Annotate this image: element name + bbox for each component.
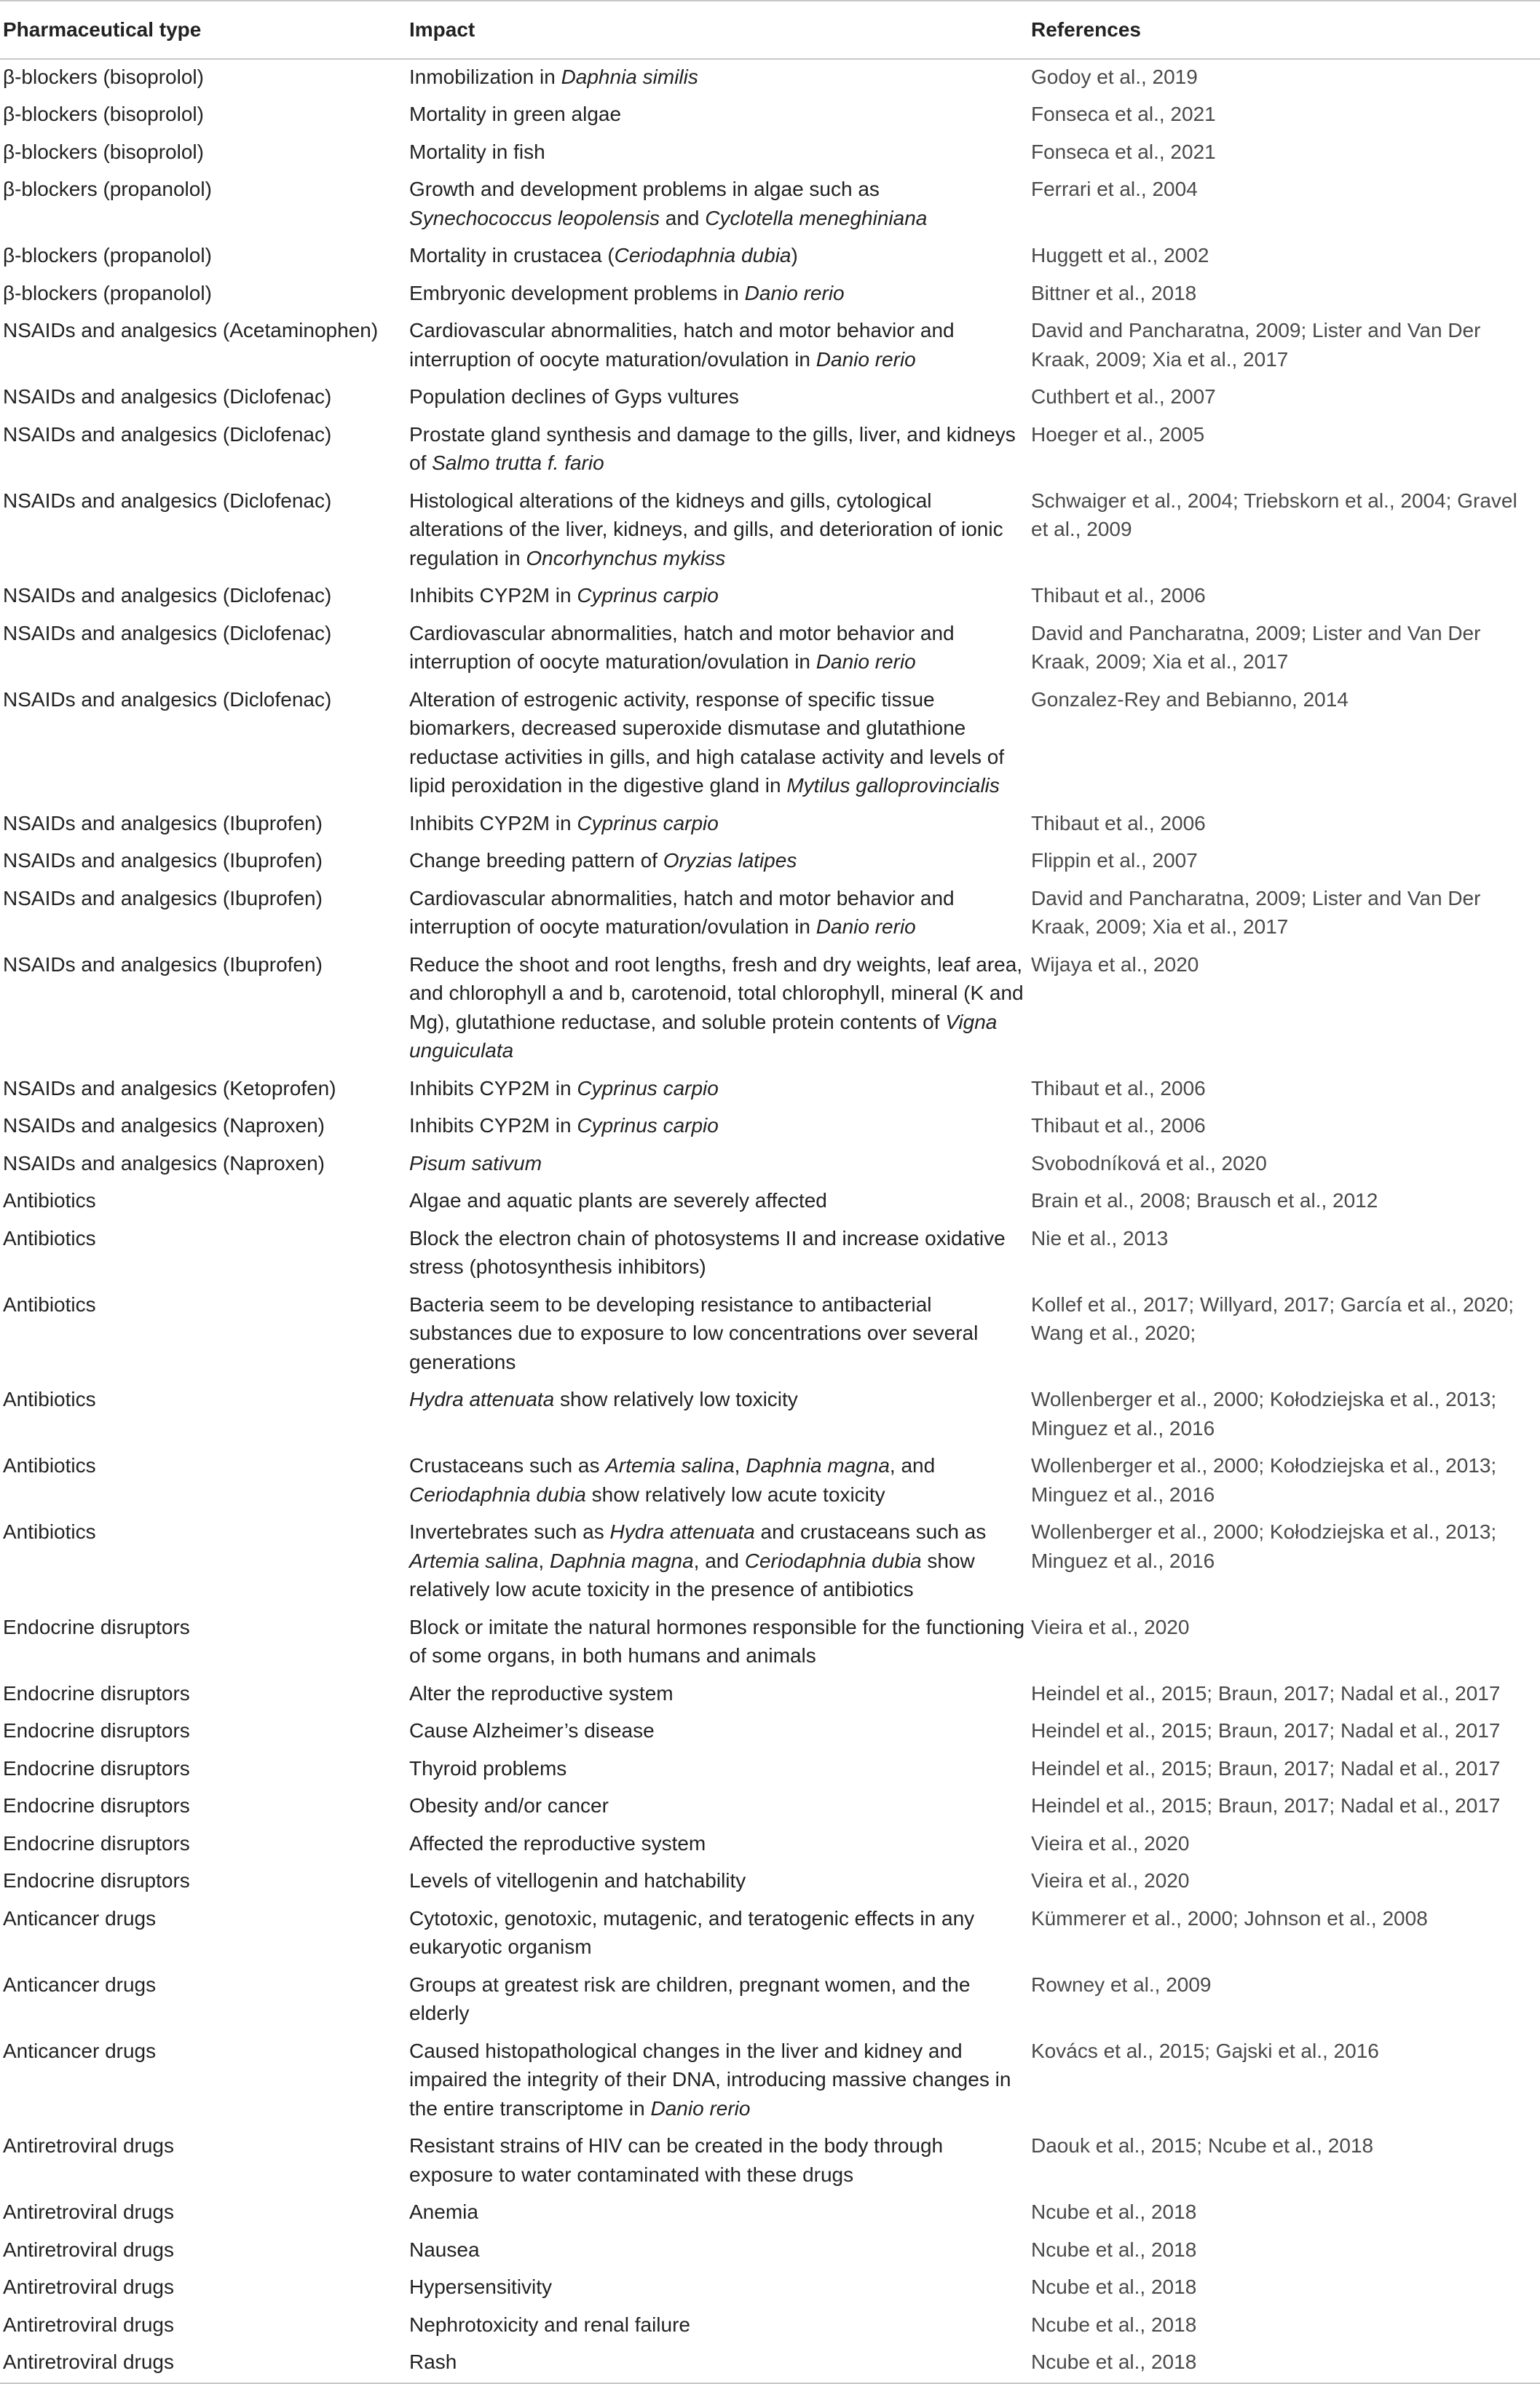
impact-text: Caused histopathological changes in the liver and kidney and impaired the integrity of their DNA, introducing massive changes in the entire transcriptome in (409, 2039, 1011, 2120)
cell-references: Heindel et al., 2015; Braun, 2017; Nadal et al., 2017 (1031, 1719, 1501, 1742)
table-row (0, 2195, 1540, 2233)
table-row (0, 313, 1540, 379)
table-row (0, 947, 1540, 1071)
cell-impact (406, 1146, 1028, 1184)
table-row (0, 1713, 1540, 1751)
cell-references: Heindel et al., 2015; Braun, 2017; Nadal et al., 2017 (1031, 1681, 1501, 1705)
impact-text: Nephrotoxicity and renal failure (409, 2313, 690, 2336)
species-name: Danio rerio (816, 347, 916, 371)
cell-pharmaceutical-type: Endocrine disruptors (3, 1794, 190, 1817)
cell-impact (406, 1183, 1028, 1221)
impact-text: Inhibits CYP2M in (409, 1076, 577, 1100)
table-row (0, 1382, 1540, 1448)
cell-pharmaceutical-type: NSAIDs and analgesics (Diclofenac) (3, 422, 332, 446)
cell-impact (406, 1901, 1028, 1967)
cell-pharmaceutical-type: Endocrine disruptors (3, 1869, 190, 1892)
cell-impact (406, 1676, 1028, 1714)
impact-text: Growth and development problems in algae such as (409, 178, 880, 200)
cell-pharmaceutical-type: Antiretroviral drugs (3, 2201, 174, 2223)
cell-pharmaceutical-type: β-blockers (propanolol) (3, 281, 212, 304)
species-name: Vigna unguiculata (409, 1010, 998, 1062)
cell-impact (406, 483, 1028, 579)
header-row (0, 1, 1540, 59)
species-name: Cyprinus carpio (577, 1076, 719, 1100)
impact-text: Mortality in fish (409, 140, 545, 163)
cell-references: Ncube et al., 2018 (1031, 2238, 1197, 2261)
cell-references: Svobodníková et al., 2020 (1031, 1151, 1267, 1175)
species-name: Danio rerio (816, 915, 916, 938)
cell-impact (406, 843, 1028, 881)
cell-impact (406, 238, 1028, 276)
impact-text: show relatively low acute toxicity in the presence of antibiotics (409, 1549, 975, 1600)
impact-text: Obesity and/or cancer (409, 1794, 609, 1817)
table-row (0, 2270, 1540, 2308)
table-row (0, 2345, 1540, 2383)
impact-text: Cardiovascular abnormalities, hatch and motor behavior and interruption of oocyte maturation/ovulation in (409, 621, 955, 673)
cell-references: Wollenberger et al., 2000; Kołodziejska et al., 2013; Minguez et al., 2016 (1031, 1454, 1497, 1506)
cell-pharmaceutical-type: Antibiotics (3, 1454, 96, 1477)
species-name: Daphnia similis (561, 65, 698, 88)
cell-references: Kümmerer et al., 2000; Johnson et al., 2008 (1031, 1906, 1428, 1930)
impact-text: , (538, 1549, 550, 1572)
cell-impact (406, 947, 1028, 1071)
impact-text: , and (693, 1549, 745, 1572)
cell-references: Thibaut et al., 2006 (1031, 811, 1206, 834)
cell-pharmaceutical-type: Anticancer drugs (3, 1973, 157, 1996)
cell-references: Godoy et al., 2019 (1031, 65, 1198, 88)
impact-text: show relatively low acute toxicity (585, 1483, 885, 1506)
impact-text: Population declines of Gyps vultures (409, 385, 739, 408)
cell-references: Wollenberger et al., 2000; Kołodziejska et al., 2013; Minguez et al., 2016 (1031, 1388, 1497, 1440)
cell-impact (406, 2233, 1028, 2270)
cell-impact (406, 1382, 1028, 1448)
cell-impact (406, 1863, 1028, 1901)
cell-pharmaceutical-type: NSAIDs and analgesics (Diclofenac) (3, 621, 332, 644)
cell-pharmaceutical-type: β-blockers (bisoprolol) (3, 65, 204, 88)
cell-pharmaceutical-type: Endocrine disruptors (3, 1756, 190, 1780)
species-name: Pisum sativum (409, 1151, 542, 1175)
cell-impact (406, 2128, 1028, 2195)
impact-text: Inhibits CYP2M in (409, 811, 577, 834)
table-row (0, 1826, 1540, 1864)
cell-pharmaceutical-type: Antibiotics (3, 1189, 96, 1212)
species-name: Cyprinus carpio (577, 811, 719, 834)
table-header (0, 1, 1540, 59)
impact-text: Change breeding pattern of (409, 849, 663, 872)
species-name: Cyprinus carpio (577, 1114, 719, 1137)
cell-pharmaceutical-type: Anticancer drugs (3, 1906, 157, 1930)
cell-impact (406, 682, 1028, 806)
cell-impact (406, 1071, 1028, 1109)
cell-references: Daouk et al., 2015; Ncube et al., 2018 (1031, 2134, 1374, 2157)
impact-text: Invertebrates such as (409, 1520, 610, 1543)
cell-pharmaceutical-type: β-blockers (propanolol) (3, 244, 212, 267)
cell-pharmaceutical-type: NSAIDs and analgesics (Diclofenac) (3, 584, 332, 607)
cell-impact (406, 616, 1028, 682)
table-row (0, 483, 1540, 579)
cell-references: Flippin et al., 2007 (1031, 849, 1198, 872)
impact-text: , and (889, 1454, 936, 1477)
species-name: Ceriodaphnia dubia (614, 244, 791, 267)
cell-references: Heindel et al., 2015; Braun, 2017; Nadal et al., 2017 (1031, 1794, 1501, 1817)
species-name: Salmo trutta f. fario (432, 451, 604, 474)
table-row (0, 2233, 1540, 2270)
cell-references: Wollenberger et al., 2000; Kołodziejska et al., 2013; Minguez et al., 2016 (1031, 1520, 1497, 1572)
table-row (0, 1863, 1540, 1901)
cell-references: Schwaiger et al., 2004; Triebskorn et al., 2004; Gravel et al., 2009 (1031, 489, 1517, 540)
cell-impact (406, 1751, 1028, 1789)
impact-text: Levels of vitellogenin and hatchability (409, 1869, 746, 1892)
table-row (0, 1676, 1540, 1714)
cell-references: Ncube et al., 2018 (1028, 2345, 1540, 2383)
cell-pharmaceutical-type: Antibiotics (3, 1520, 96, 1543)
cell-references: Bittner et al., 2018 (1031, 281, 1197, 304)
cell-references: Gonzalez-Rey and Bebianno, 2014 (1031, 687, 1349, 711)
cell-references: Nie et al., 2013 (1031, 1226, 1169, 1250)
cell-impact (406, 1713, 1028, 1751)
table-row (0, 2308, 1540, 2345)
table-row (0, 843, 1540, 881)
cell-references: Hoeger et al., 2005 (1031, 422, 1205, 446)
cell-impact (406, 881, 1028, 947)
table-row (0, 1515, 1540, 1610)
cell-references: Ferrari et al., 2004 (1031, 178, 1198, 200)
table-row (0, 172, 1540, 238)
header-references: References (1028, 1, 1540, 59)
species-name: Cyprinus carpio (577, 584, 719, 607)
impact-text: Inhibits CYP2M in (409, 584, 577, 607)
table-row (0, 1071, 1540, 1109)
cell-pharmaceutical-type: β-blockers (bisoprolol) (3, 140, 204, 163)
cell-references: Thibaut et al., 2006 (1031, 1114, 1206, 1137)
cell-pharmaceutical-type: NSAIDs and analgesics (Ibuprofen) (3, 811, 323, 834)
impact-text: Prostate gland synthesis and damage to the gills, liver, and kidneys of (409, 422, 1016, 474)
table-row (0, 1901, 1540, 1967)
cell-impact (406, 2195, 1028, 2233)
cell-references: Heindel et al., 2015; Braun, 2017; Nadal et al., 2017 (1031, 1756, 1501, 1780)
cell-pharmaceutical-type: NSAIDs and analgesics (Ibuprofen) (3, 849, 323, 872)
cell-references: Vieira et al., 2020 (1031, 1831, 1190, 1855)
impact-text: Anemia (409, 2201, 478, 2223)
impact-text: Mortality in crustacea ( (409, 244, 615, 267)
cell-impact (406, 1221, 1028, 1287)
species-name: Ceriodaphnia dubia (409, 1483, 586, 1506)
table-row (0, 1108, 1540, 1146)
impact-text: Nausea (409, 2238, 480, 2261)
cell-references: David and Pancharatna, 2009; Lister and Van Der Kraak, 2009; Xia et al., 2017 (1031, 621, 1481, 673)
cell-impact (406, 1826, 1028, 1864)
cell-pharmaceutical-type: NSAIDs and analgesics (Acetaminophen) (3, 319, 379, 342)
cell-references: Thibaut et al., 2006 (1031, 1076, 1206, 1100)
cell-references: Kollef et al., 2017; Willyard, 2017; García et al., 2020; Wang et al., 2020; (1031, 1292, 1515, 1344)
cell-references: Thibaut et al., 2006 (1031, 584, 1206, 607)
impact-text: Bacteria seem to be developing resistance to antibacterial substances due to exposure to low concentrations over several generations (409, 1292, 979, 1373)
impact-text: and crustaceans such as (754, 1520, 987, 1543)
impact-text: Resistant strains of HIV can be created in the body through exposure to water contaminated with these drugs (409, 2134, 944, 2186)
table-row (0, 578, 1540, 616)
table-row (0, 1967, 1540, 2034)
table-row (0, 806, 1540, 844)
impact-text: Histological alterations of the kidneys and gills, cytological alterations of the liver, kidneys, and gills, and deterioration of ionic regulation in (409, 489, 1003, 569)
species-name: Hydra attenuata (609, 1520, 755, 1543)
cell-impact (406, 578, 1028, 616)
impact-text: Inhibits CYP2M in (409, 1114, 577, 1137)
cell-impact (406, 1448, 1028, 1515)
species-name: Cyclotella meneghiniana (705, 206, 928, 229)
cell-pharmaceutical-type: Anticancer drugs (3, 2039, 157, 2062)
table-row (0, 1146, 1540, 1184)
species-name: Danio rerio (816, 650, 916, 673)
impact-text: Cardiovascular abnormalities, hatch and motor behavior and interruption of oocyte maturation/ovulation in (409, 319, 955, 371)
impact-text: Affected the reproductive system (409, 1831, 706, 1855)
table-row (0, 97, 1540, 135)
species-name: Daphnia magna (549, 1549, 694, 1572)
cell-pharmaceutical-type: NSAIDs and analgesics (Diclofenac) (3, 385, 332, 408)
cell-pharmaceutical-type: Antibiotics (3, 1226, 96, 1250)
table-row (0, 1287, 1540, 1383)
cell-pharmaceutical-type: Endocrine disruptors (3, 1719, 190, 1742)
cell-impact (406, 1287, 1028, 1383)
impact-text: Embryonic development problems in (409, 281, 745, 304)
impact-text: Thyroid problems (409, 1756, 567, 1780)
table-row (0, 1183, 1540, 1221)
impact-text: Rash (409, 2351, 457, 2373)
cell-references: Fonseca et al., 2021 (1031, 103, 1216, 125)
table-row (0, 682, 1540, 806)
cell-pharmaceutical-type: Endocrine disruptors (3, 1615, 190, 1638)
species-name: Mytilus galloprovincialis (786, 774, 1000, 797)
cell-pharmaceutical-type: β-blockers (bisoprolol) (3, 103, 204, 125)
cell-impact (406, 2345, 1028, 2383)
impact-text: Mortality in green algae (409, 103, 622, 125)
cell-pharmaceutical-type: Antibiotics (3, 1292, 96, 1316)
cell-references: Vieira et al., 2020 (1031, 1615, 1190, 1638)
cell-pharmaceutical-type: Antiretroviral drugs (3, 2238, 174, 2261)
cell-references: Ncube et al., 2018 (1031, 2276, 1197, 2298)
header-impact: Impact (406, 1, 1028, 59)
cell-pharmaceutical-type: β-blockers (propanolol) (3, 178, 212, 200)
impact-text: Crustaceans such as (409, 1454, 606, 1477)
impact-text: ) (791, 244, 798, 267)
species-name: Synechococcus leopolensis (409, 206, 660, 229)
cell-pharmaceutical-type: NSAIDs and analgesics (Ketoprofen) (3, 1076, 336, 1100)
species-name: Oryzias latipes (663, 849, 797, 872)
impact-text: Block the electron chain of photosystems II and increase oxidative stress (photosynthesis inhibitors) (409, 1226, 1006, 1278)
species-name: Oncorhynchus mykiss (526, 546, 726, 569)
table-body (0, 59, 1540, 2383)
species-name: Danio rerio (650, 2096, 751, 2120)
header-pharmaceutical-type: Pharmaceutical type (0, 1, 406, 59)
table-row (0, 2034, 1540, 2129)
cell-references: Huggett et al., 2002 (1031, 244, 1209, 267)
impact-text: Inmobilization in (409, 65, 561, 88)
cell-pharmaceutical-type: NSAIDs and analgesics (Ibuprofen) (3, 886, 323, 909)
species-name: Hydra attenuata (409, 1388, 555, 1410)
cell-pharmaceutical-type: NSAIDs and analgesics (Diclofenac) (3, 489, 332, 512)
cell-impact (406, 135, 1028, 173)
cell-pharmaceutical-type: Antiretroviral drugs (0, 2345, 406, 2383)
table-row (0, 276, 1540, 314)
table-row (0, 616, 1540, 682)
species-name: Daphnia magna (746, 1454, 890, 1477)
cell-references: Rowney et al., 2009 (1031, 1973, 1212, 1996)
impact-text: Cause Alzheimer’s disease (409, 1719, 655, 1742)
cell-pharmaceutical-type: NSAIDs and analgesics (Ibuprofen) (3, 952, 323, 976)
cell-impact (406, 2034, 1028, 2129)
cell-impact (406, 1788, 1028, 1826)
cell-impact (406, 2270, 1028, 2308)
impact-text: Groups at greatest risk are children, pregnant women, and the elderly (409, 1973, 971, 2024)
species-name: Ceriodaphnia dubia (744, 1549, 922, 1572)
cell-pharmaceutical-type: NSAIDs and analgesics (Naproxen) (3, 1151, 325, 1175)
cell-impact (406, 97, 1028, 135)
table-row (0, 881, 1540, 947)
cell-pharmaceutical-type: Antibiotics (3, 1388, 96, 1410)
cell-impact (406, 2308, 1028, 2345)
cell-references: Vieira et al., 2020 (1031, 1869, 1190, 1892)
impact-text: Alter the reproductive system (409, 1681, 674, 1705)
impact-text: and (659, 206, 706, 229)
table-row (0, 379, 1540, 417)
species-name: Danio rerio (744, 281, 845, 304)
cell-references: Brain et al., 2008; Brausch et al., 2012 (1031, 1189, 1378, 1212)
table-row (0, 1751, 1540, 1789)
cell-impact (406, 1108, 1028, 1146)
cell-impact (406, 59, 1028, 98)
impact-text: show relatively low toxicity (554, 1388, 798, 1410)
cell-pharmaceutical-type: Endocrine disruptors (3, 1831, 190, 1855)
table-row (0, 1610, 1540, 1676)
cell-references: Ncube et al., 2018 (1031, 2313, 1197, 2336)
cell-references: Wijaya et al., 2020 (1031, 952, 1199, 976)
table-row (0, 59, 1540, 98)
cell-impact (406, 172, 1028, 238)
table-row (0, 238, 1540, 276)
cell-pharmaceutical-type: NSAIDs and analgesics (Diclofenac) (3, 687, 332, 711)
table-row (0, 1221, 1540, 1287)
impact-text: Cytotoxic, genotoxic, mutagenic, and teratogenic effects in any eukaryotic organism (409, 1906, 975, 1958)
cell-pharmaceutical-type: Antiretroviral drugs (3, 2313, 174, 2336)
cell-impact (406, 313, 1028, 379)
species-name: Artemia salina (409, 1549, 539, 1572)
cell-pharmaceutical-type: Antiretroviral drugs (3, 2134, 174, 2157)
cell-impact (406, 379, 1028, 417)
table-row (0, 1448, 1540, 1515)
cell-references: Kovács et al., 2015; Gajski et al., 2016 (1031, 2039, 1379, 2062)
cell-references: David and Pancharatna, 2009; Lister and Van Der Kraak, 2009; Xia et al., 2017 (1031, 886, 1481, 938)
cell-impact (406, 806, 1028, 844)
table-row (0, 135, 1540, 173)
cell-pharmaceutical-type: NSAIDs and analgesics (Naproxen) (3, 1114, 325, 1137)
impact-text: Reduce the shoot and root lengths, fresh and dry weights, leaf area, and chlorophyll a and b, carotenoid, total chlorophyll, mineral (K and Mg), glutathione reductase, and soluble protein contents of (409, 952, 1024, 1033)
table-row (0, 2128, 1540, 2195)
cell-references: Cuthbert et al., 2007 (1031, 385, 1216, 408)
cell-impact (406, 276, 1028, 314)
cell-pharmaceutical-type: Endocrine disruptors (3, 1681, 190, 1705)
table-row (0, 1788, 1540, 1826)
cell-impact (406, 1515, 1028, 1610)
cell-references: Fonseca et al., 2021 (1031, 140, 1216, 163)
impact-text: Alteration of estrogenic activity, response of specific tissue biomarkers, decreased superoxide dismutase and glutathione reductase activities in gills, and high catalase activity and levels of lipid peroxidation in the digestive gland in (409, 687, 1005, 797)
impact-text: Block or imitate the natural hormones responsible for the functioning of some organs, in both humans and animals (409, 1615, 1025, 1667)
cell-pharmaceutical-type: Antiretroviral drugs (3, 2276, 174, 2298)
cell-references: David and Pancharatna, 2009; Lister and Van Der Kraak, 2009; Xia et al., 2017 (1031, 319, 1481, 371)
cell-impact (406, 417, 1028, 483)
species-name: Artemia salina (605, 1454, 735, 1477)
cell-impact (406, 1610, 1028, 1676)
cell-impact (406, 1967, 1028, 2034)
impact-text: Algae and aquatic plants are severely affected (409, 1189, 827, 1212)
impact-text: Cardiovascular abnormalities, hatch and motor behavior and interruption of oocyte maturation/ovulation in (409, 886, 955, 938)
impact-text: Hypersensitivity (409, 2276, 553, 2298)
cell-references: Ncube et al., 2018 (1031, 2201, 1197, 2223)
table-row (0, 417, 1540, 483)
impact-text: , (734, 1454, 746, 1477)
